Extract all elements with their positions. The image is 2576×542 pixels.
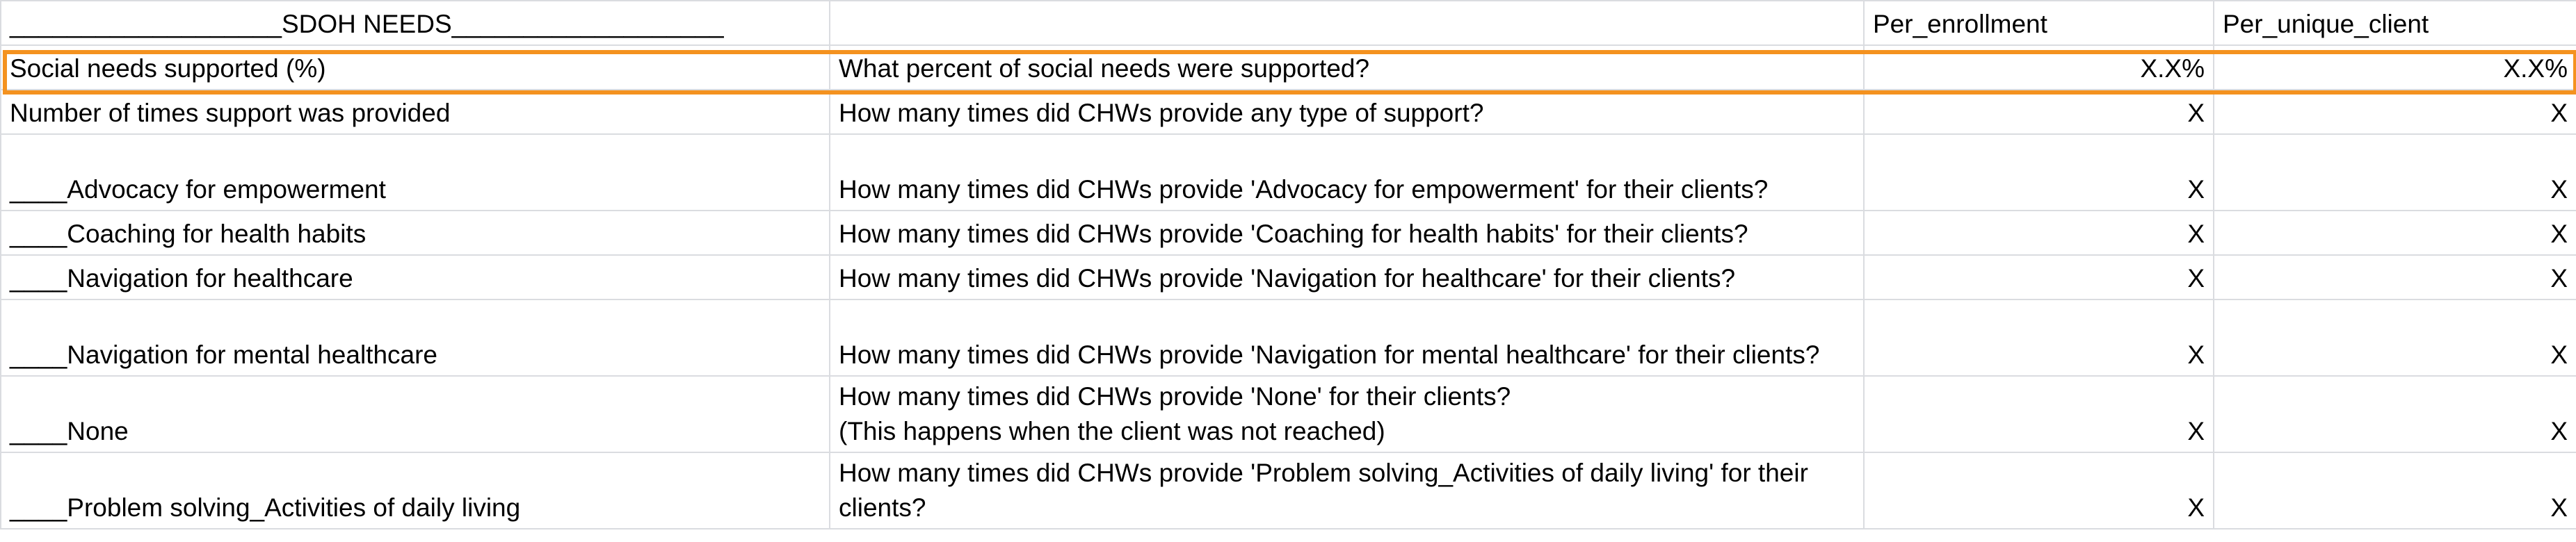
per-unique-client-cell[interactable]: X [2214, 134, 2576, 211]
question-cell[interactable]: How many times did CHWs provide 'Problem solving_Activities of daily living' for their clients? [830, 452, 1864, 529]
question-cell[interactable]: How many times did CHWs provide 'Coaching for health habits' for their clients? [830, 211, 1864, 255]
per-unique-client-cell[interactable]: X [2214, 299, 2576, 376]
table-row [1, 90, 2576, 134]
per-enrollment-cell[interactable]: X.X% [1864, 45, 2214, 90]
table-row [1, 134, 2576, 211]
metric-cell[interactable]: ____Navigation for mental healthcare [1, 299, 830, 376]
header-metric-cell[interactable]: ___________________SDOH NEEDS___________________ [1, 1, 830, 45]
per-unique-client-cell[interactable]: X [2214, 211, 2576, 255]
question-cell[interactable]: How many times did CHWs provide any type of support? [830, 90, 1864, 134]
header-row [1, 1, 2576, 45]
table-row [1, 376, 2576, 452]
question-cell[interactable]: How many times did CHWs provide 'Navigation for mental healthcare' for their clients? [830, 299, 1864, 376]
metric-cell[interactable]: ____None [1, 376, 830, 452]
table-row [1, 45, 2576, 90]
question-cell[interactable]: How many times did CHWs provide 'Navigation for healthcare' for their clients? [830, 255, 1864, 299]
question-cell[interactable]: How many times did CHWs provide 'Advocacy for empowerment' for their clients? [830, 134, 1864, 211]
table-row [1, 299, 2576, 376]
per-unique-client-cell[interactable]: X [2214, 376, 2576, 452]
metric-cell[interactable]: ____Advocacy for empowerment [1, 134, 830, 211]
metric-cell[interactable]: Social needs supported (%) [1, 45, 830, 90]
question-cell[interactable]: What percent of social needs were supported? [830, 45, 1864, 90]
per-unique-client-cell[interactable]: X.X% [2214, 45, 2576, 90]
table-row [1, 452, 2576, 529]
metric-cell[interactable]: Number of times support was provided [1, 90, 830, 134]
per-enrollment-cell[interactable]: X [1864, 211, 2214, 255]
question-cell[interactable] [830, 376, 1864, 452]
metric-cell[interactable]: ____Navigation for healthcare [1, 255, 830, 299]
per-unique-client-cell[interactable]: X [2214, 452, 2576, 529]
header-per-enrollment-cell[interactable]: Per_enrollment [1864, 1, 2214, 45]
per-enrollment-cell[interactable]: X [1864, 134, 2214, 211]
header-per-unique-client-cell[interactable]: Per_unique_client [2214, 1, 2576, 45]
table-row [1, 255, 2576, 299]
per-unique-client-cell[interactable]: X [2214, 255, 2576, 299]
per-enrollment-cell[interactable]: X [1864, 452, 2214, 529]
per-enrollment-cell[interactable]: X [1864, 299, 2214, 376]
header-question-cell[interactable] [830, 1, 1864, 45]
per-unique-client-cell[interactable]: X [2214, 90, 2576, 134]
per-enrollment-cell[interactable]: X [1864, 90, 2214, 134]
question-line: How many times did CHWs provide 'None' for their clients? [839, 382, 1511, 411]
metric-cell[interactable]: ____Problem solving_Activities of daily living [1, 452, 830, 529]
metric-cell[interactable]: ____Coaching for health habits [1, 211, 830, 255]
per-enrollment-cell[interactable]: X [1864, 376, 2214, 452]
question-line: (This happens when the client was not reached) [839, 417, 1385, 445]
table-row [1, 211, 2576, 255]
per-enrollment-cell[interactable]: X [1864, 255, 2214, 299]
